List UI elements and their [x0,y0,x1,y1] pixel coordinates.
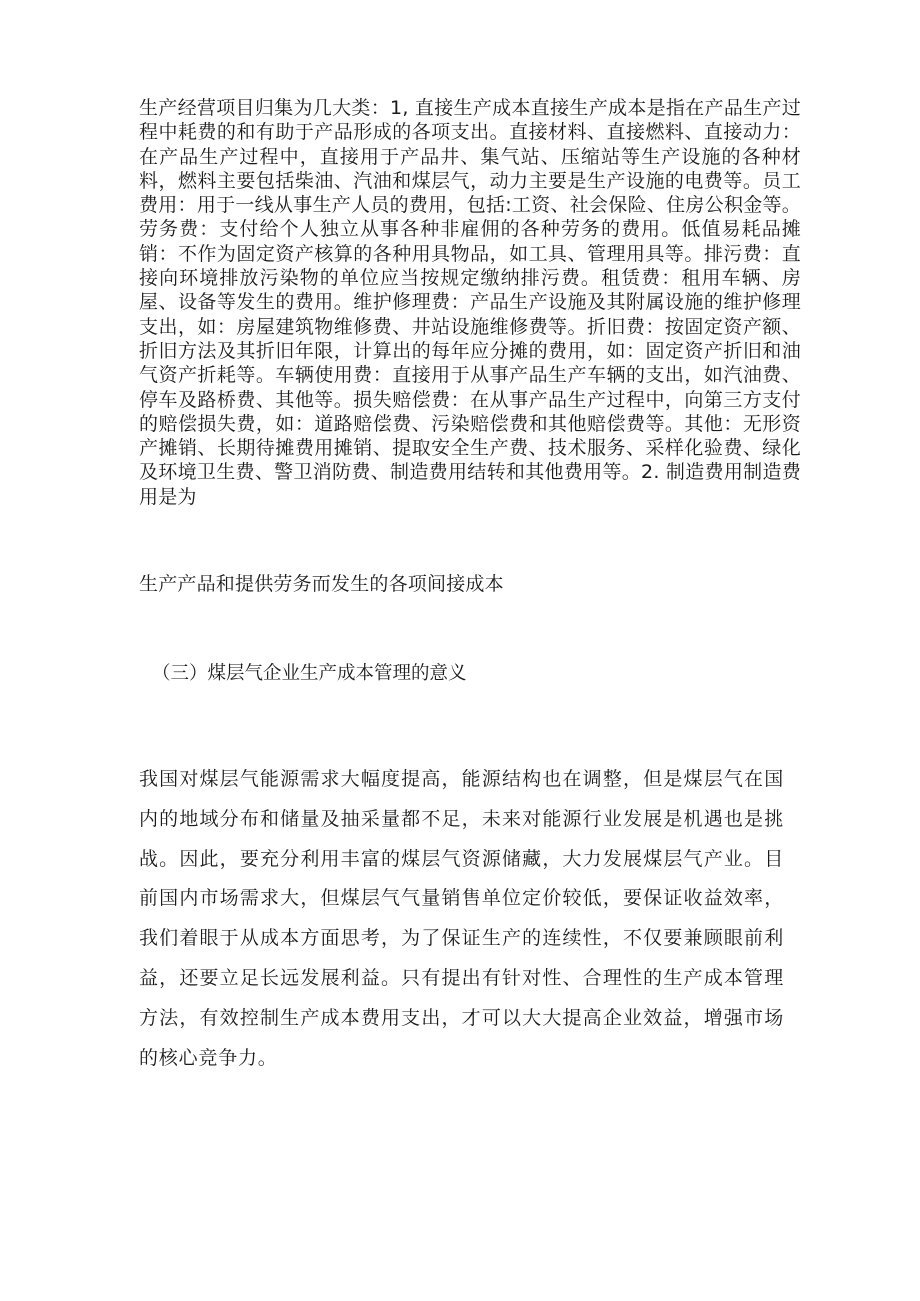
section-heading: （三）煤层气企业生产成本管理的意义 [152,663,467,684]
indirect-cost-paragraph: 生产产品和提供劳务而发生的各项间接成本 [139,573,504,595]
cost-categories-paragraph: 生产经营项目归集为几大类：1, 直接生产成本直接生产成本是指在产品生产过程中耗费的和有助于产品形成的各项支出。直接材料、直接燃料、直接动力：在产品生产过程中，直接用于产品井、集气站、压缩站等生产设施的各种材料，燃料主要包括柴油、汽油和煤层气，动力主要是生产设施的电费等。员工费用：用于一线从事生产人员的费用，包括:工资、社会保险、住房公积金等。劳务费：支付给个人独立从事各种非雇佣的各种劳务的费用。低值易耗品摊销：不作为固定资产核算的各种用具物品，如工具、管理用具等。排污费：直接向环境排放污染物的单位应当按规定缴纳排污费。租赁费：租用车辆、房屋、设备等发生的费用。维护修理费：产品生产设施及其附属设施的维护修理支出，如：房屋建筑物维修费、井站设施维修费等。折旧费：按固定资产额、折旧方法及其折旧年限，计算出的每年应分摊的费用，如：固定资产折旧和油气资产折耗等。车辆使用费：直接用于从事产品生产车辆的支出，如汽油费、停车及路桥费、其他等。损失赔偿费：在从事产品生产过程中，向第三方支付的赔偿损失费，如：道路赔偿费、污染赔偿费和其他赔偿费等。其他：无形资产摊销、长期待摊费用摊销、提取安全生产费、技术服务、采样化验费、绿化及环境卫生费、警卫消防费、制造费用结转和其他费用等。2. 制造费用制造费用是为 [139,97,801,508]
significance-paragraph: 我国对煤层气能源需求大幅度提高，能源结构也在调整，但是煤层气在国内的地域分布和储量及抽采量都不足，未来对能源行业发展是机遇也是挑战。因此，要充分利用丰富的煤层气资源储藏，大力发展煤层气产业。目前国内市场需求大，但煤层气气量销售单位定价较低，要保证收益效率，我们着眼于从成本方面思考，为了保证生产的连续性，不仅要兼顾眼前利益，还要立足长远发展利益。只有提出有针对性、合理性的生产成本管理方法，有效控制生产成本费用支出，才可以大大提高企业效益，增强市场的核心竞争力。 [139,768,784,1069]
